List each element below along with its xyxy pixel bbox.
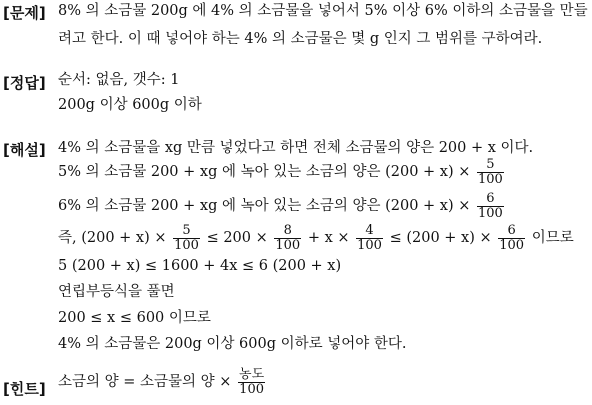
fraction-denominator: 100 [239,381,264,397]
answer-value: 200g 이상 600g 이하 [58,97,202,113]
fraction-4-over-100 [356,224,383,252]
problem-line-2: 려고 한다. 이 때 넣어야 하는 4% 의 소금물은 몇 g 인지 그 범위를 구하여라. [58,31,543,47]
solution-line-3-text: 6% 의 소금물 200 + xg 에 녹아 있는 소금의 양은 (200 + x) × [58,198,471,215]
hint-text: 소금의 양 = 소금물의 양 × [58,374,232,391]
solution-line-4-part-c: + x × [307,230,350,247]
solution-line-2-text: 5% 의 소금물 200 + xg 에 녹아 있는 소금의 양은 (200 + x) × [58,164,471,181]
fraction-concentration-over-100 [238,368,265,396]
solution-line-7: 200 ≤ x ≤ 600 이므로 [58,310,211,326]
fraction-numerator: 6 [477,192,504,207]
solution-line-4-part-a: 즉, (200 + x) × [58,230,167,247]
problem-label: [문제] [3,4,46,22]
solution-line-4-part-e: 이므로 [531,230,574,247]
fraction-6-over-100 [498,224,525,252]
solution-line-2 [58,158,506,186]
fraction-denominator: 100 [174,237,199,253]
fraction-numerator: 4 [356,224,383,239]
problem-line-1: 8% 의 소금물 200g 에 4% 의 소금물을 넣어서 5% 이상 6% 이하의 소금물을 만들 [58,3,588,19]
solution-label: [해설] [3,141,46,159]
solution-line-4-part-b: ≤ 200 × [206,230,268,247]
fraction-numerator: 6 [498,224,525,239]
fraction-denominator: 100 [357,237,382,253]
fraction-5-over-100 [173,224,200,252]
solution-line-1: 4% 의 소금물을 xg 만큼 넣었다고 하면 전체 소금물의 양은 200 + x 이다. [58,140,534,156]
solution-line-4-part-d: ≤ (200 + x) × [389,230,492,247]
fraction-numerator: 8 [274,224,301,239]
solution-line-5: 5 (200 + x) ≤ 1600 + 4x ≤ 6 (200 + x) [58,258,342,274]
solution-line-6: 연립부등식을 풀면 [58,284,175,300]
fraction-6-over-100 [477,192,504,220]
hint-label: [힌트] [3,380,46,398]
solution-line-4 [58,224,574,252]
solution-line-8: 4% 의 소금물은 200g 이상 600g 이하로 넣어야 한다. [58,336,407,352]
fraction-5-over-100 [477,158,504,186]
fraction-denominator: 100 [478,205,503,221]
fraction-denominator: 100 [478,171,503,187]
hint-line [58,368,267,396]
fraction-numerator: 5 [173,224,200,239]
answer-label: [정답] [3,74,46,92]
fraction-numerator: 농도 [239,367,265,382]
fraction-numerator: 5 [477,158,504,173]
fraction-denominator: 100 [499,237,525,253]
answer-meta: 순서: 없음, 갯수: 1 [58,72,180,88]
solution-line-3 [58,192,506,220]
fraction-denominator: 100 [275,237,301,253]
fraction-8-over-100 [274,224,301,252]
